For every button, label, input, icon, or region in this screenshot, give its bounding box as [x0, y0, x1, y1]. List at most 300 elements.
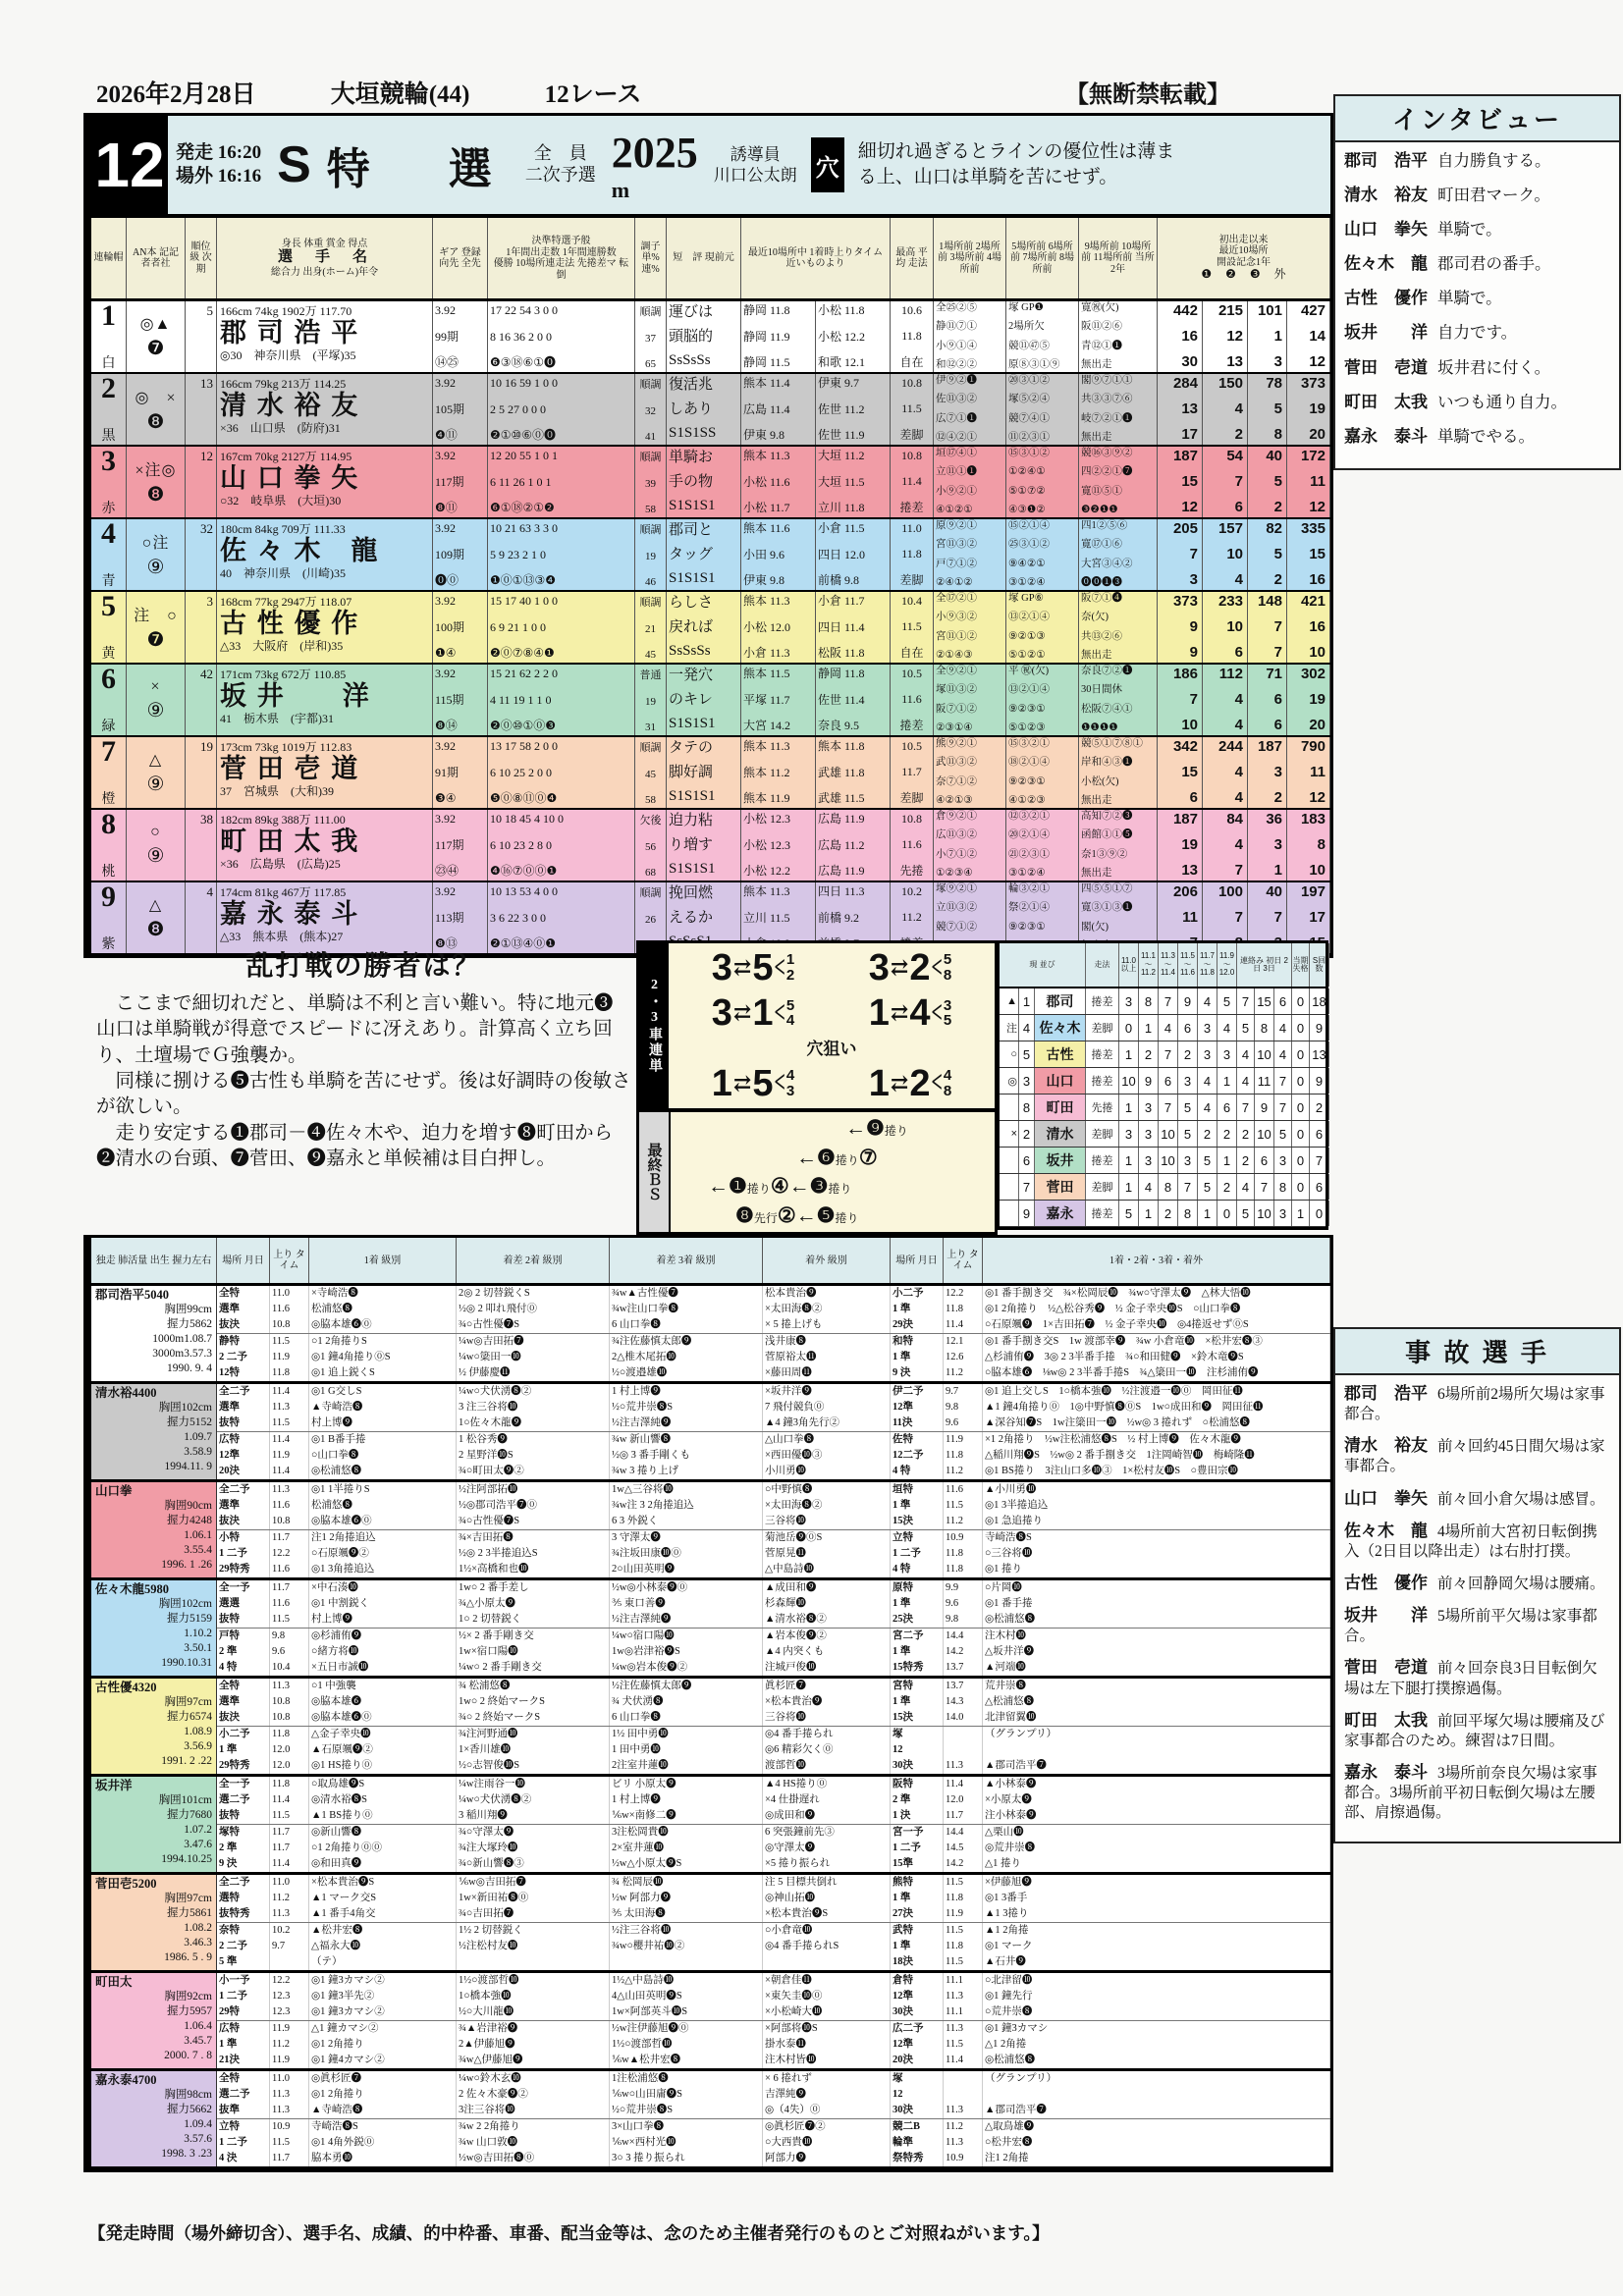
- history-row: [217, 1954, 1330, 1970]
- lineup-mark: [1000, 1174, 1019, 1200]
- history-first: 寺崎浩❽S: [309, 2119, 457, 2135]
- career-count: 20: [1309, 426, 1325, 443]
- history-result-summary: ○松井宏❽: [983, 2135, 1330, 2151]
- history-place: 12特: [217, 1365, 270, 1381]
- bet-small: 5: [943, 1012, 952, 1030]
- history-second: ¼w○犬伏湧❽②: [457, 1792, 610, 1808]
- history-third: 6 山口拳❽: [610, 1317, 763, 1333]
- place-result: ⑨②③①: [1008, 775, 1046, 787]
- lineup-bucket-value: 2: [1217, 1174, 1237, 1200]
- career-count-col: [1158, 301, 1203, 372]
- gear-line: 3.92: [435, 449, 456, 462]
- lineup-bucket-value: 2: [1159, 1201, 1178, 1226]
- history-out: ×太田海❽②: [763, 1302, 891, 1317]
- history-laptime: 14.2: [944, 1644, 983, 1660]
- record-stats-cell: [488, 810, 635, 881]
- frame-color: 緑: [101, 720, 116, 734]
- place-result: ⑨②③①: [1008, 703, 1046, 715]
- career-count: 13: [1226, 353, 1243, 370]
- history-place: 戸特: [217, 1629, 270, 1644]
- lineup-style: 捲差: [1086, 1148, 1119, 1173]
- lineup-bucket-value: 3: [1217, 1041, 1237, 1067]
- comment-line: えるか: [669, 909, 714, 926]
- history-out: 三谷将❿: [763, 1514, 891, 1529]
- history-info-line: 山口拳: [95, 1484, 133, 1498]
- place-result: 松阪⑦④①: [1081, 703, 1133, 715]
- accident-text: 前々回奈良3日目転倒欠場は左下腿打撲擦過傷。: [1344, 1660, 1597, 1697]
- condition-text: 順調: [639, 379, 662, 391]
- history-third: [610, 1954, 763, 1970]
- history-second: 1½○渡部哲❿: [457, 1973, 610, 1989]
- lineup-style: 捲差: [1086, 1201, 1119, 1226]
- history-first: ○石原颯❾②: [309, 1546, 457, 1562]
- place-result: 全⑰②①: [936, 593, 977, 604]
- history-second: ¼w○犬伏湧❽②: [457, 1384, 610, 1400]
- history-laptime: 11.3: [270, 1400, 309, 1415]
- bet-small-pair: [786, 1068, 794, 1099]
- history-result-summary: ▲深谷知❼S 1w注簗田一❿ ½w◎ 3 捲れず ○松浦悠❽: [983, 1415, 1330, 1431]
- rider-table-header: [91, 218, 1330, 301]
- history-second: 3注三谷将❿: [457, 2103, 610, 2118]
- history-laptime: 11.4: [944, 1777, 983, 1792]
- bet-small: 8: [943, 1082, 952, 1099]
- lineup-bucket-value: 8: [1159, 1174, 1178, 1200]
- history-laptime: 11.8: [270, 1727, 309, 1742]
- history-info-line: 1994.11. 9: [164, 1461, 212, 1472]
- lineup-ren-value: 4: [1274, 1041, 1292, 1067]
- mark-circle-number: ⑨: [146, 557, 165, 578]
- avg-time: 11.5: [901, 400, 922, 415]
- rider-body-stats: 180cm 84kg 709万 111.33: [220, 522, 346, 536]
- mark-symbols: ○注: [141, 535, 170, 552]
- rider-name-cell: [217, 810, 433, 881]
- place-result: 阪⑦①❹: [1081, 593, 1122, 604]
- career-count-col: [1248, 519, 1287, 590]
- place-result: 四1②⑤⑥: [1081, 520, 1128, 531]
- history-place: 抜特: [217, 1415, 270, 1431]
- history-first: ×寺崎浩❽: [309, 1286, 457, 1302]
- lineup-ren-value: 7: [1255, 1174, 1274, 1200]
- interview-panel: [1333, 94, 1621, 470]
- history-second: 3 稲川翔❾: [457, 1808, 610, 1824]
- history-out: 三谷将❿: [763, 1710, 891, 1726]
- history-info-line: 1000m1.08.7: [152, 1333, 212, 1346]
- career-count: 187: [1257, 738, 1282, 755]
- history-place: 全特: [217, 1679, 270, 1694]
- record-line: 15 21 62 2 2 0: [490, 667, 558, 680]
- history-info-line: 嘉永泰4700: [95, 2073, 157, 2087]
- rider-body-stats: 167cm 70kg 2127万 114.95: [220, 450, 352, 463]
- history-table: [83, 1235, 1333, 2172]
- lineup-style: 先捲: [1086, 1095, 1119, 1120]
- recent-places-2: [1006, 665, 1079, 735]
- place-rate: 45: [645, 649, 656, 661]
- bs-line: [678, 1116, 987, 1141]
- accident-item: [1344, 1521, 1610, 1562]
- history-result-summary: ▲1 3捲り: [983, 1906, 1330, 1922]
- history-third: ¾w注山口拳❽: [610, 1302, 763, 1317]
- rank-number: 32: [186, 519, 217, 590]
- career-count: 790: [1300, 738, 1325, 755]
- bet-car-b: 2: [909, 947, 931, 989]
- time-line: 小倉 11.5: [818, 521, 865, 535]
- history-laptime: 11.5: [270, 2135, 309, 2151]
- history-info-line: 1986. 5 . 9: [164, 1951, 212, 1963]
- best-time: 10.8: [901, 376, 922, 390]
- history-out: ◎成田和❾: [763, 1808, 891, 1824]
- lineup-bucket-value: 9: [1139, 1068, 1159, 1094]
- bs-rider: ②: [777, 1202, 796, 1227]
- place-result: ③①②④: [1008, 577, 1046, 589]
- record-stats-cell: [488, 592, 635, 663]
- history-laptime: 11.8: [944, 1891, 983, 1906]
- history-laptime: 13.7: [944, 1660, 983, 1676]
- rider-name-cell: [217, 737, 433, 808]
- history-info-line: 1998. 3 .23: [161, 2148, 212, 2160]
- history-laptime: 11.1: [944, 1973, 983, 1989]
- start-time: 発走 16:20: [176, 142, 262, 164]
- history-result-summary: ◎1 3半捲追込: [983, 1498, 1330, 1514]
- betting-box: [636, 940, 998, 1111]
- history-result-summary: ▲郡司浩平❼: [983, 1758, 1330, 1774]
- history-info-line: 古性優4320: [95, 1681, 157, 1694]
- bet-pair: [868, 992, 952, 1035]
- history-out: ▲岩本俊❾②: [763, 1629, 891, 1644]
- place-result: 輪③②①: [1008, 883, 1050, 894]
- best-time: 10.5: [901, 739, 922, 753]
- lineup-bucket-value: 5: [1198, 1174, 1217, 1200]
- history-place: 12準: [891, 1400, 944, 1415]
- history-first: ○緒方将❿: [309, 1644, 457, 1660]
- place-rate: 68: [645, 867, 656, 879]
- mark-circle-number: ❽: [146, 484, 165, 506]
- career-count: 6: [1273, 691, 1282, 708]
- interview-name: 町田 太我: [1344, 392, 1428, 411]
- copyright-notice: 【無断禁転載】: [1065, 82, 1230, 108]
- history-third: ¾w○櫻井祐❿②: [610, 1939, 763, 1954]
- rider-name: 古 性 優 作: [220, 609, 360, 638]
- col-gear: ギア 登録 向先 全先: [433, 218, 488, 298]
- career-count: 183: [1300, 811, 1325, 828]
- accident-item: [1344, 1657, 1610, 1698]
- history-rider-info: [91, 1286, 217, 1381]
- history-place: 1 二予: [891, 1546, 944, 1562]
- history-out: ▲清水裕❽②: [763, 1612, 891, 1628]
- career-count: 10: [1309, 862, 1325, 879]
- history-laptime: [944, 1742, 983, 1758]
- lineup-name: 郡司: [1035, 988, 1086, 1014]
- place-result: 阪⑦①②: [936, 703, 977, 715]
- offtrack-time: 場外 16:16: [176, 166, 262, 187]
- win-rate: 32: [645, 405, 656, 417]
- history-second: 1w×宿口陽❿: [457, 1644, 610, 1660]
- career-count-col: [1287, 737, 1330, 808]
- history-second: 1½ 2 切替鋭く: [457, 1923, 610, 1939]
- rider-name: 坂 井 洋: [220, 681, 371, 711]
- mark-symbols: 注 ○: [134, 608, 178, 624]
- bet-pair: [711, 992, 795, 1035]
- bet-branch: <: [774, 1065, 785, 1100]
- history-result-summary: 北津留翼❿: [983, 1710, 1330, 1726]
- history-place: 選特: [217, 1891, 270, 1906]
- history-result-summary: ◎松浦悠❽: [983, 1612, 1330, 1628]
- ana-mark-badge: 穴: [811, 137, 844, 192]
- career-count-col: [1158, 374, 1203, 445]
- lineup-ren-value: 5: [1237, 1201, 1255, 1226]
- lineup-ren-value: 11: [1255, 1068, 1274, 1094]
- bet-arrow: ⇄: [890, 1000, 909, 1026]
- history-second: ½○大川龍❿: [457, 2004, 610, 2020]
- record-line: ❶⓪①⑬③❹: [490, 573, 557, 587]
- history-place: 30決: [891, 2004, 944, 2020]
- history-row: [217, 1660, 1330, 1676]
- history-place: 小特: [217, 1530, 270, 1546]
- history-place: 1 準: [891, 1644, 944, 1660]
- lineup-ren-value: 2: [1237, 1121, 1255, 1147]
- history-info-line: 町田太: [95, 1975, 133, 1989]
- place-result: ⑤①②③: [1008, 722, 1046, 734]
- gear-line: ❸④: [435, 791, 457, 805]
- record-line: ❷①⑬④⓪❶: [490, 936, 557, 950]
- history-info-line: 3.56.9: [184, 1740, 212, 1753]
- career-count: 7: [1189, 546, 1198, 562]
- interview-name: 山口 拳矢: [1344, 220, 1428, 240]
- accident-text: 6場所前2場所欠場は家事都合。: [1344, 1386, 1605, 1423]
- record-line: 12 20 55 1 0 1: [490, 449, 558, 462]
- history-out: ×5 捲り振られ: [763, 1856, 891, 1872]
- history-place: 15決: [891, 1710, 944, 1726]
- avg-time: 11.8: [901, 328, 922, 343]
- history-out: 眞杉匠❼: [763, 1679, 891, 1694]
- record-line: 6 10 23 2 8 0: [490, 837, 552, 852]
- history-row: [217, 1841, 1330, 1856]
- history-first: ○取鳥雄❾S: [309, 1777, 457, 1792]
- lineup-fail-value: 0: [1292, 1148, 1310, 1173]
- place-result: 30日間休: [1081, 684, 1122, 696]
- lineup-ren-value: 9: [1255, 1095, 1274, 1120]
- lineup-bucket-value: 4: [1139, 1174, 1159, 1200]
- history-laptime: 11.3: [270, 1482, 309, 1498]
- history-second: 1 松谷秀❾: [457, 1432, 610, 1448]
- history-row: [217, 1482, 1330, 1498]
- place-result: 共③③⑦⑥: [1081, 394, 1133, 405]
- tipster-marks: [127, 665, 186, 735]
- lap-times-2: [816, 301, 891, 372]
- history-rows: [217, 1875, 1330, 1970]
- mark-symbols: ×: [150, 677, 161, 695]
- car-number: 5: [101, 592, 116, 622]
- history-row: [217, 1758, 1330, 1774]
- history-laptime: 9.8: [944, 1400, 983, 1415]
- career-count: 4: [1234, 764, 1243, 780]
- history-laptime: 11.2: [270, 2037, 309, 2053]
- lineup-ren-value: 6: [1274, 988, 1292, 1014]
- date-label: 2026年2月28日: [96, 81, 256, 108]
- comment-line: 手の物: [669, 473, 714, 490]
- history-info-line: 胸囲99cm: [164, 1304, 212, 1316]
- place-result: ⑬②①④: [1008, 612, 1050, 623]
- gear-line: ❽⑬: [435, 936, 458, 950]
- history-third: 2○山田英明❾: [610, 1562, 763, 1577]
- history-row: [217, 1856, 1330, 1872]
- rider-name-cell: [217, 665, 433, 735]
- history-place: 塚: [891, 2071, 944, 2087]
- history-out: × 6 捲れず: [763, 2071, 891, 2087]
- tipster-marks: [127, 737, 186, 808]
- history-third: ビリ 小原太❾: [610, 1777, 763, 1792]
- history-place: 全二予: [217, 1482, 270, 1498]
- lineup-ren-value: 10: [1255, 1121, 1274, 1147]
- history-laptime: 11.6: [944, 1482, 983, 1498]
- career-count: 5: [1273, 546, 1282, 562]
- history-result-summary: ◎1 BS捲り 3注山口多❿③ 1×松村友❿S ○豊田宗❿: [983, 1464, 1330, 1479]
- bet-car-b: 1: [752, 992, 774, 1035]
- accident-item: [1344, 1383, 1610, 1424]
- history-laptime: 9.6: [944, 1415, 983, 1431]
- history-laptime: 12.1: [944, 1334, 983, 1350]
- career-count: 2: [1273, 571, 1282, 588]
- history-place: 抜準: [217, 2103, 270, 2118]
- history-info-line: 3.47.6: [184, 1839, 212, 1851]
- lineup-col-scount: S回数: [1310, 943, 1329, 987]
- career-count: 6: [1189, 789, 1198, 806]
- rider-origin: ○32 岐阜県 (大垣)30: [220, 494, 342, 508]
- history-first: ×五日市誠❿: [309, 1660, 457, 1676]
- history-first: ▲1 BS捲り⓪: [309, 1808, 457, 1824]
- mark-symbols: ◎ ×: [135, 390, 177, 406]
- history-result-summary: ○片岡❿: [983, 1580, 1330, 1596]
- history-place: 塚: [891, 1727, 944, 1742]
- car-number: 4: [101, 519, 116, 550]
- history-first: ◎1 B番手捲: [309, 1432, 457, 1448]
- bs-line: [678, 1203, 987, 1228]
- history-first: ○1 2角捲り⓪⓪: [309, 1841, 457, 1856]
- lineup-s-value: 2: [1310, 1095, 1329, 1120]
- accident-name: 坂井 洋: [1344, 1606, 1428, 1626]
- history-first: △1 鐘カマシ②: [309, 2021, 457, 2037]
- history-laptime: 11.9: [270, 2053, 309, 2068]
- history-row: [217, 1742, 1330, 1758]
- time-line: 熊本 11.3: [743, 449, 790, 462]
- career-count: 2: [1234, 426, 1243, 443]
- career-count: 4: [1234, 789, 1243, 806]
- career-count: 3: [1273, 836, 1282, 853]
- rider-origin: △33 大阪府 (岸和)35: [220, 639, 344, 654]
- lineup-bucket-value: 1: [1217, 1068, 1237, 1094]
- history-first: ○山口拳❽: [309, 1448, 457, 1464]
- rider-rows: [91, 301, 1330, 955]
- final-bs-label: 最終ＢＳ: [639, 1112, 671, 1232]
- career-count: 373: [1172, 593, 1198, 610]
- win-rate: 45: [645, 769, 656, 780]
- record-line: 4 11 19 1 1 0: [490, 692, 552, 707]
- interview-item: [1344, 185, 1610, 206]
- history-out: 注城戸俊❿: [763, 1660, 891, 1676]
- career-count: 19: [1309, 400, 1325, 417]
- history-out: ◎4 番手捲られ: [763, 1727, 891, 1742]
- history-row: [217, 2103, 1330, 2119]
- bet-small: 3: [785, 1082, 795, 1099]
- career-count: 15: [1181, 473, 1198, 490]
- bet-car-a: 1: [868, 992, 890, 1035]
- place-result: 競⑦①②: [936, 921, 977, 933]
- place-result: 立⑪③②: [936, 902, 977, 914]
- avg-time: 11.5: [901, 618, 922, 633]
- rider-row: [91, 665, 1330, 737]
- interview-title: インタビュー: [1335, 96, 1619, 142]
- history-info-line: 握力6574: [167, 1711, 212, 1724]
- history-first: ○1 中強襲: [309, 1679, 457, 1694]
- career-count-col: [1248, 374, 1287, 445]
- lineup-fail-value: 0: [1292, 1095, 1310, 1120]
- frame-cell: [91, 301, 127, 372]
- recent-places-3: [1079, 519, 1158, 590]
- history-place: 全二予: [217, 1875, 270, 1891]
- history-second: ¾△小原太❾: [457, 1596, 610, 1612]
- best-avg-style: [891, 301, 934, 372]
- time-line: 大宮 14.2: [743, 719, 791, 732]
- gear-line: ⓿⓪: [435, 573, 460, 587]
- history-info-line: 3.58.9: [184, 1446, 212, 1459]
- history-info-line: 3.46.3: [184, 1937, 212, 1949]
- bet-small-pair: [944, 998, 951, 1030]
- record-line: ❷①⑩⑥⓪⓿: [490, 428, 557, 442]
- bs-line: [678, 1146, 987, 1170]
- time-line: 伊東 9.7: [818, 376, 860, 390]
- time-line: 小松 11.6: [743, 474, 790, 489]
- history-out: ×藤田周⓫: [763, 1365, 891, 1381]
- history-out: ×阿部将❿S: [763, 2021, 891, 2037]
- accident-name: 山口 拳矢: [1344, 1488, 1428, 1508]
- history-info-line: 1.06.4: [184, 2020, 212, 2033]
- record-line: ❷⓪⑩①⓪❸: [490, 719, 557, 732]
- rider-origin: ×36 広島県 (広島)25: [220, 857, 341, 872]
- rider-name-cell: [217, 447, 433, 517]
- history-out: 浅井康❽: [763, 1334, 891, 1350]
- history-second: ¾○新山響❽③: [457, 1856, 610, 1872]
- history-second: ¼w○鈴木玄❿: [457, 2071, 610, 2087]
- history-info-line: 3000m3.57.3: [152, 1348, 212, 1361]
- history-laptime: 10.8: [270, 1694, 309, 1710]
- lineup-rows: [1000, 988, 1325, 1227]
- history-second: ½注阿部拓❿: [457, 1482, 610, 1498]
- history-laptime: 11.5: [944, 1875, 983, 1891]
- short-comment: [667, 301, 741, 372]
- comment-line: S1S1S1: [669, 498, 716, 514]
- col-places-1: 1場所前 2場所前 3場所前 4場所前: [934, 218, 1006, 298]
- lineup-ren-value: 7: [1274, 1095, 1292, 1120]
- frame-color: 青: [101, 574, 116, 589]
- tipster-marks: [127, 882, 186, 953]
- time-line: 小松 12.2: [818, 329, 866, 344]
- history-info-line: 1.09.7: [184, 1431, 212, 1444]
- bet-arrow: ⇄: [732, 1070, 752, 1095]
- history-second: ¾○ 2 終始マークS: [457, 1710, 610, 1726]
- best-time: 10.4: [901, 594, 922, 608]
- history-first: ◎1 2角捲り: [309, 2037, 457, 2053]
- lineup-row: [1000, 1121, 1325, 1148]
- accident-text: 5場所前平欠場は家事都合。: [1344, 1608, 1597, 1645]
- history-second: 1½×高橋和也❿: [457, 1562, 610, 1577]
- rider-body-stats: 174cm 81kg 467万 117.85: [220, 885, 347, 899]
- tipster-marks: [127, 519, 186, 590]
- time-line: 小松 12.0: [743, 619, 791, 634]
- career-count-col: [1203, 665, 1248, 735]
- place-result: 全⑨②①: [936, 666, 977, 676]
- history-block: [91, 1384, 1330, 1482]
- mark-symbols: △: [148, 896, 163, 914]
- history-row: [217, 2021, 1330, 2037]
